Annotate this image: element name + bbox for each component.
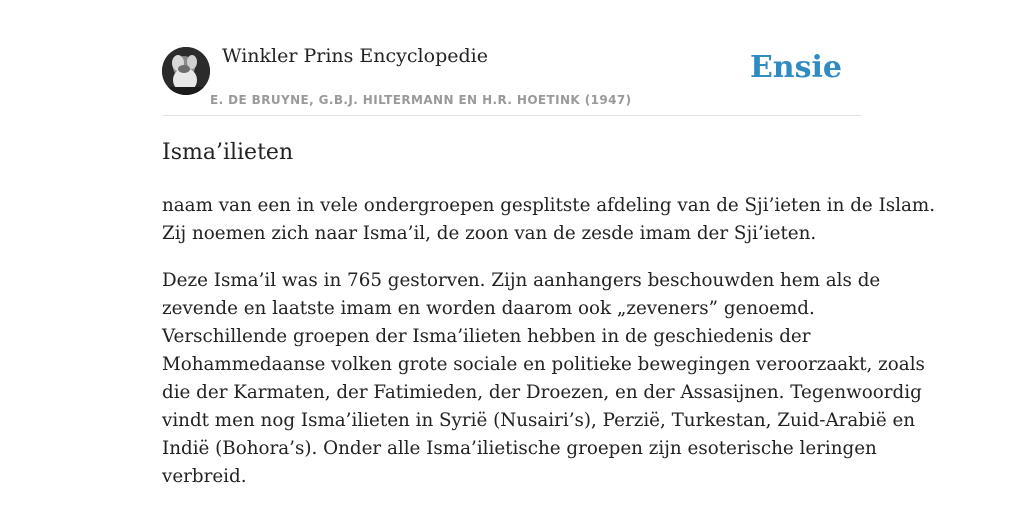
source-authors: E. DE BRUYNE, G.B.J. HILTERMANN EN H.R. HOETINK (1947)	[210, 93, 632, 107]
source-title[interactable]: Winkler Prins Encyclopedie	[222, 45, 488, 67]
ensie-logo-link[interactable]: Ensie	[749, 50, 842, 85]
article-title: Isma’ilieten	[162, 140, 294, 165]
text-line: Indië (Bohora’s). Onder alle Isma’ilietische groepen zijn esoterische leringen	[162, 438, 877, 459]
text-line: vindt men nog Isma’ilieten in Syrië (Nusairi’s), Perzië, Turkestan, Zuid-Arabië en	[162, 410, 916, 431]
text-line: Deze Isma’il was in 765 gestorven. Zijn aanhangers beschouwden hem als de	[162, 270, 881, 291]
author-portrait-icon[interactable]	[162, 47, 210, 95]
text-line: Verschillende groepen der Isma’ilieten hebben in de geschiedenis der	[162, 326, 811, 347]
text-line: naam van een in vele ondergroepen gesplitste afdeling van de Sji’ieten in de Islam.	[162, 195, 936, 216]
header-divider	[162, 115, 862, 116]
text-line: verbreid.	[162, 466, 247, 487]
text-line: Zij noemen zich naar Isma’il, de zoon van de zesde imam der Sji’ieten.	[162, 223, 817, 244]
article-body	[162, 192, 936, 510]
text-line: zevende en laatste imam en worden daarom ook „zeveners” genoemd.	[162, 298, 815, 319]
paragraph-1	[162, 192, 936, 248]
text-line: die der Karmaten, der Fatimieden, der Droezen, en der Assasijnen. Tegenwoordig	[162, 382, 922, 403]
paragraph-2	[162, 267, 925, 491]
text-line: Mohammedaanse volken grote sociale en politieke bewegingen veroorzaakt, zoals	[162, 354, 925, 375]
